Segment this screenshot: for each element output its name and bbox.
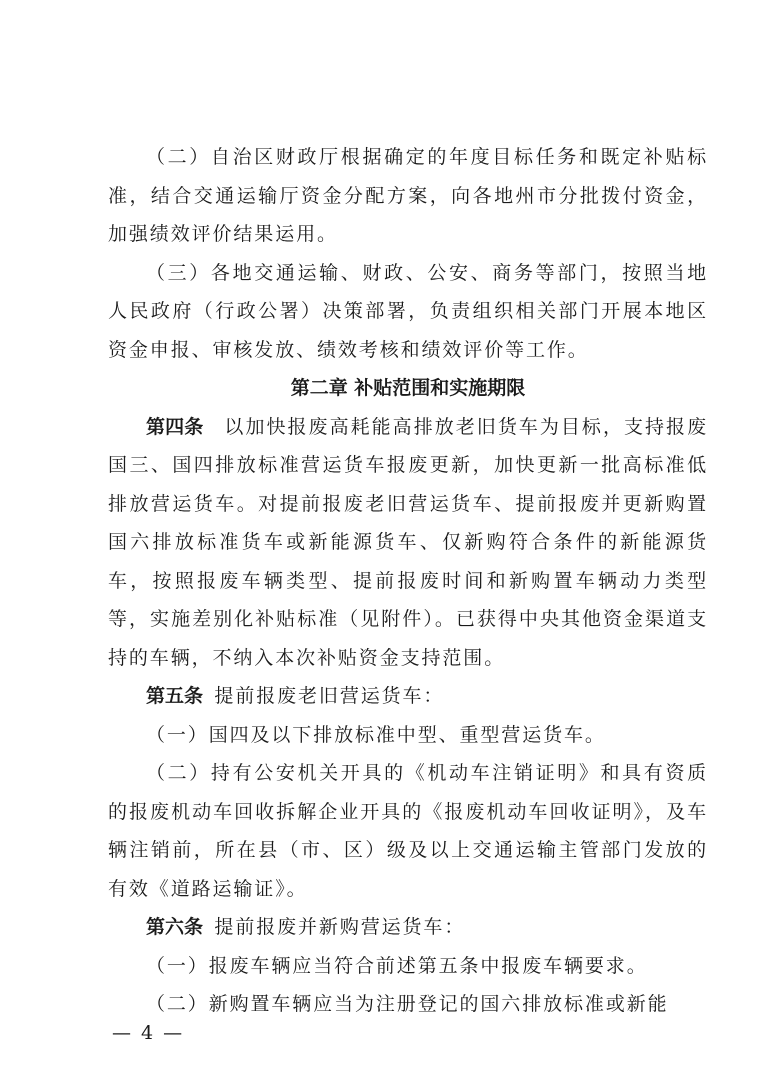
article-4-text: 以加快报废高耗能高排放老旧货车为目标，支持报废国三、国四排放标准营运货车报废更新，加快更新一批高标准低排放营运货车。对提前报废老旧营运货车、提前报废并更新购置国六排放标准货车或新能源货车、仅新购符合条件的新能源货车，按照报废车辆类型、提前报废时间和新购置车辆动力类型等，实施差别化补贴标准（见附件）。已获得中央其他资金渠道支持的车辆，不纳入本次补贴资金支持范围。 — [108, 415, 708, 669]
article-6-item-1: （一）报废车辆应当符合前述第五条中报废车辆要求。 — [146, 954, 648, 977]
paragraph-finance-dept: （二）自治区财政厅根据确定的年度目标任务和既定补贴标准，结合交通运输厅资金分配方案，向各地州市分批拨付资金，加强绩效评价结果运用。 — [108, 146, 708, 245]
article-6-text: 提前报废并新购营运货车： — [214, 916, 466, 938]
page-number: — 4 — — [112, 1022, 185, 1044]
article-5-item-2: （二）持有公安机关开具的《机动车注销证明》和具有资质的报废机动车回收拆解企业开具的《报废机动车回收证明》，及车辆注销前，所在县（市、区）级及以上交通运输主管部门发放的有效《道路运输证》。 — [108, 762, 708, 900]
document-page — [108, 138, 708, 1024]
article-5-text: 提前报废老旧营运货车： — [214, 685, 445, 707]
article-6-label: 第六条 — [146, 916, 204, 938]
paragraph-local-depts: （三）各地交通运输、财政、公安、商务等部门，按照当地人民政府（行政公署）决策部署，负责组织相关部门开展本地区资金申报、审核发放、绩效考核和绩效评价等工作。 — [108, 261, 708, 361]
article-6-item-2: （二）新购置车辆应当为注册登记的国六排放标准或新能 — [146, 993, 669, 1015]
article-6 — [108, 908, 708, 947]
article-5-label: 第五条 — [146, 685, 204, 707]
article-4 — [108, 408, 708, 678]
article-4-label: 第四条 — [146, 415, 204, 438]
chapter-title: 第二章 补贴范围和实施期限 — [290, 377, 526, 399]
article-5 — [108, 677, 708, 716]
article-5-item-1: （一）国四及以下排放标准中型、重型营运货车。 — [146, 723, 606, 746]
